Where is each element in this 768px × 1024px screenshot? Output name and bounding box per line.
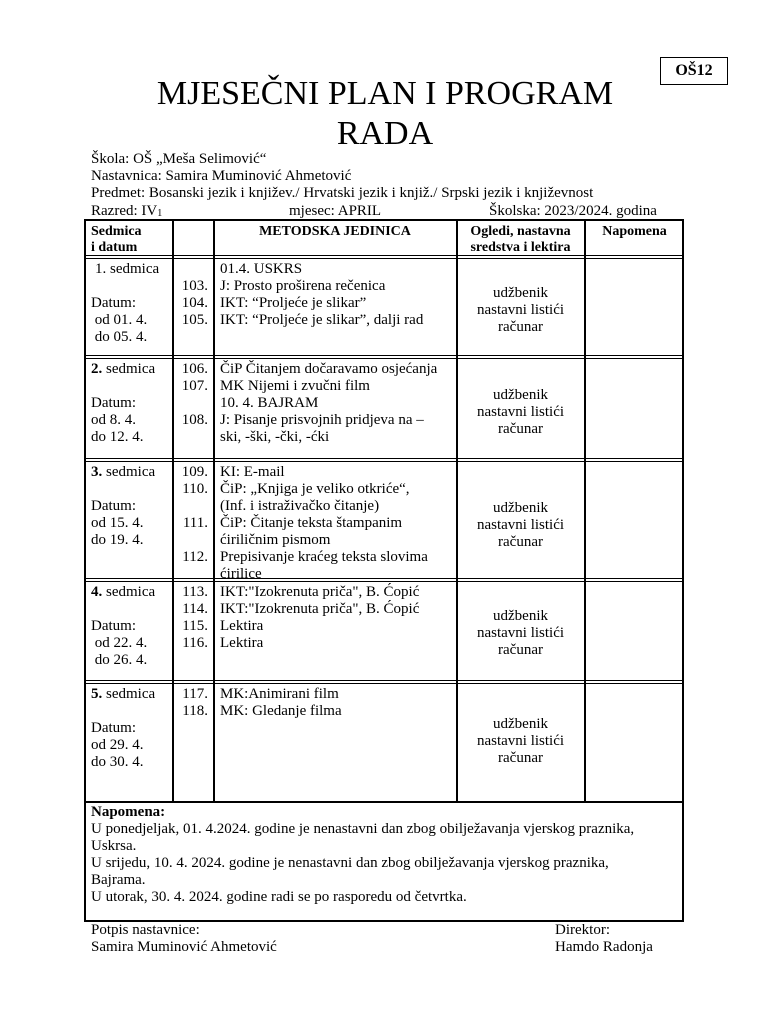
- date-to: do 05. 4.: [91, 329, 148, 345]
- teaching-aids: udžbenik nastavni listići računar: [476, 285, 565, 335]
- teaching-aids: udžbenik nastavni listići računar: [476, 500, 565, 550]
- lesson-units: KI: E-mail ČiP: „Knjiga je veliko otkriće“, (Inf. i istraživačko čitanje) ČiP: Čitanje teksta štampanim ćiriličnim pismom Prepisivanje kraćeg teksta slovima ćirilice: [220, 464, 428, 582]
- form-code: OŠ12: [660, 57, 728, 85]
- week-label: [91, 584, 171, 601]
- date-from: od 8. 4.: [91, 412, 136, 428]
- month-label: mjesec: APRIL: [289, 203, 382, 219]
- date-from: od 22. 4.: [91, 635, 148, 651]
- col-divider-2: [213, 221, 215, 802]
- lesson-units: MK:Animirani film MK: Gledanje filma: [220, 686, 342, 719]
- date-to: do 12. 4.: [91, 429, 144, 445]
- lesson-numbers: 103. 104. 105.: [181, 278, 208, 328]
- week-word: sedmica: [106, 686, 156, 702]
- title-line-1: MJESEČNI PLAN I PROGRAM: [156, 75, 614, 112]
- page-title: [130, 74, 640, 154]
- week-number: 1.: [95, 261, 107, 277]
- date-from: od 15. 4.: [91, 515, 144, 531]
- teaching-aids: udžbenik nastavni listići računar: [476, 608, 565, 658]
- row-divider-5: [86, 801, 682, 803]
- week-label: [91, 361, 171, 378]
- date-to: do 30. 4.: [91, 754, 144, 770]
- row-divider-2: [86, 458, 682, 459]
- teacher-signature-label: Potpis nastavnice:: [91, 922, 200, 938]
- teaching-aids: udžbenik nastavni listići računar: [476, 716, 565, 766]
- lesson-units: 01.4. USKRS J: Prosto proširena rečenica IKT: “Proljeće je slikar” IKT: “Proljeće je slikar”, dalji rad: [220, 261, 424, 328]
- col-divider-4: [584, 221, 586, 802]
- director-signature-name: Hamdo Radonja: [555, 939, 653, 955]
- week-word: sedmica: [106, 361, 156, 377]
- date-to: do 26. 4.: [91, 652, 148, 668]
- subject-line: Predmet: Bosanski jezik i književ./ Hrvatski jezik i knjiž./ Srpski jezik i književnost: [91, 185, 594, 201]
- header-unit: METODSKA JEDINICA: [259, 224, 411, 239]
- date-label: Datum:: [91, 720, 136, 736]
- lesson-units: IKT:"Izokrenuta priča", B. Ćopić IKT:"Izokrenuta priča", B. Ćopić Lektira Lektira: [220, 584, 420, 651]
- teacher-line: Nastavnica: Samira Muminović Ahmetović: [91, 168, 352, 184]
- week-label: [91, 686, 171, 703]
- header-aids: Ogledi, nastavna sredstva i lektira: [470, 224, 571, 255]
- week-number: 4.: [91, 584, 103, 600]
- date-label: Datum:: [91, 618, 136, 634]
- date-to: do 19. 4.: [91, 532, 144, 548]
- title-line-2: RADA: [336, 115, 434, 152]
- date-label: Datum:: [91, 498, 136, 514]
- date-from: od 01. 4.: [91, 312, 148, 328]
- week-number: 2.: [91, 361, 103, 377]
- teaching-aids: udžbenik nastavni listići računar: [476, 387, 565, 437]
- week-word: sedmica: [110, 261, 160, 277]
- footnote-title: Napomena:: [91, 804, 166, 820]
- row-divider-1: [86, 355, 682, 356]
- school-line: Škola: OŠ „Meša Selimović“: [91, 151, 267, 167]
- week-number: 3.: [91, 464, 103, 480]
- week-word: sedmica: [106, 584, 156, 600]
- week-word: sedmica: [106, 464, 156, 480]
- date-label: Datum:: [91, 395, 136, 411]
- plan-table: [84, 219, 684, 922]
- header-note: Napomena: [602, 224, 667, 239]
- teacher-signature-name: Samira Muminović Ahmetović: [91, 939, 277, 955]
- school-year-label: Školska: 2023/2024. godina: [489, 203, 657, 219]
- header-divider: [86, 255, 682, 256]
- lesson-numbers: 117. 118.: [182, 686, 208, 719]
- week-number: 5.: [91, 686, 103, 702]
- week-label: [91, 261, 175, 278]
- header-week: Sedmica i datum: [91, 224, 142, 255]
- date-label: Datum:: [91, 295, 136, 311]
- footnote-text: U ponedjeljak, 01. 4.2024. godine je nenastavni dan zbog obilježavanja vjerskog praznika, Uskrsa. U srijedu, 10. 4. 2024. godine je nenastavni dan zbog obilježavanja vjerskog praznika, Bajrama. U utorak, 30. 4. 2024. godine radi se po rasporedu od četvrtka.: [91, 821, 635, 905]
- lesson-numbers: 113. 114. 115. 116.: [182, 584, 208, 651]
- footnote: [91, 804, 676, 906]
- date-from: od 29. 4.: [91, 737, 144, 753]
- lesson-units: ČiP Čitanjem dočaravamo osjećanja MK Nijemi i zvučni film 10. 4. BAJRAM J: Pisanje prisvojnih pridjeva na – ski, -ški, -čki, -ćki: [220, 361, 438, 445]
- class-subscript: 1: [157, 208, 163, 219]
- director-signature-label: Direktor:: [555, 922, 610, 938]
- row-divider-4: [86, 680, 682, 681]
- week-label: [91, 464, 171, 481]
- class-label: Razred: $IV_1$: [91, 203, 163, 219]
- lesson-numbers: 109. 110. 111. 112.: [181, 464, 208, 565]
- lesson-numbers: 106. 107. 108.: [181, 361, 208, 428]
